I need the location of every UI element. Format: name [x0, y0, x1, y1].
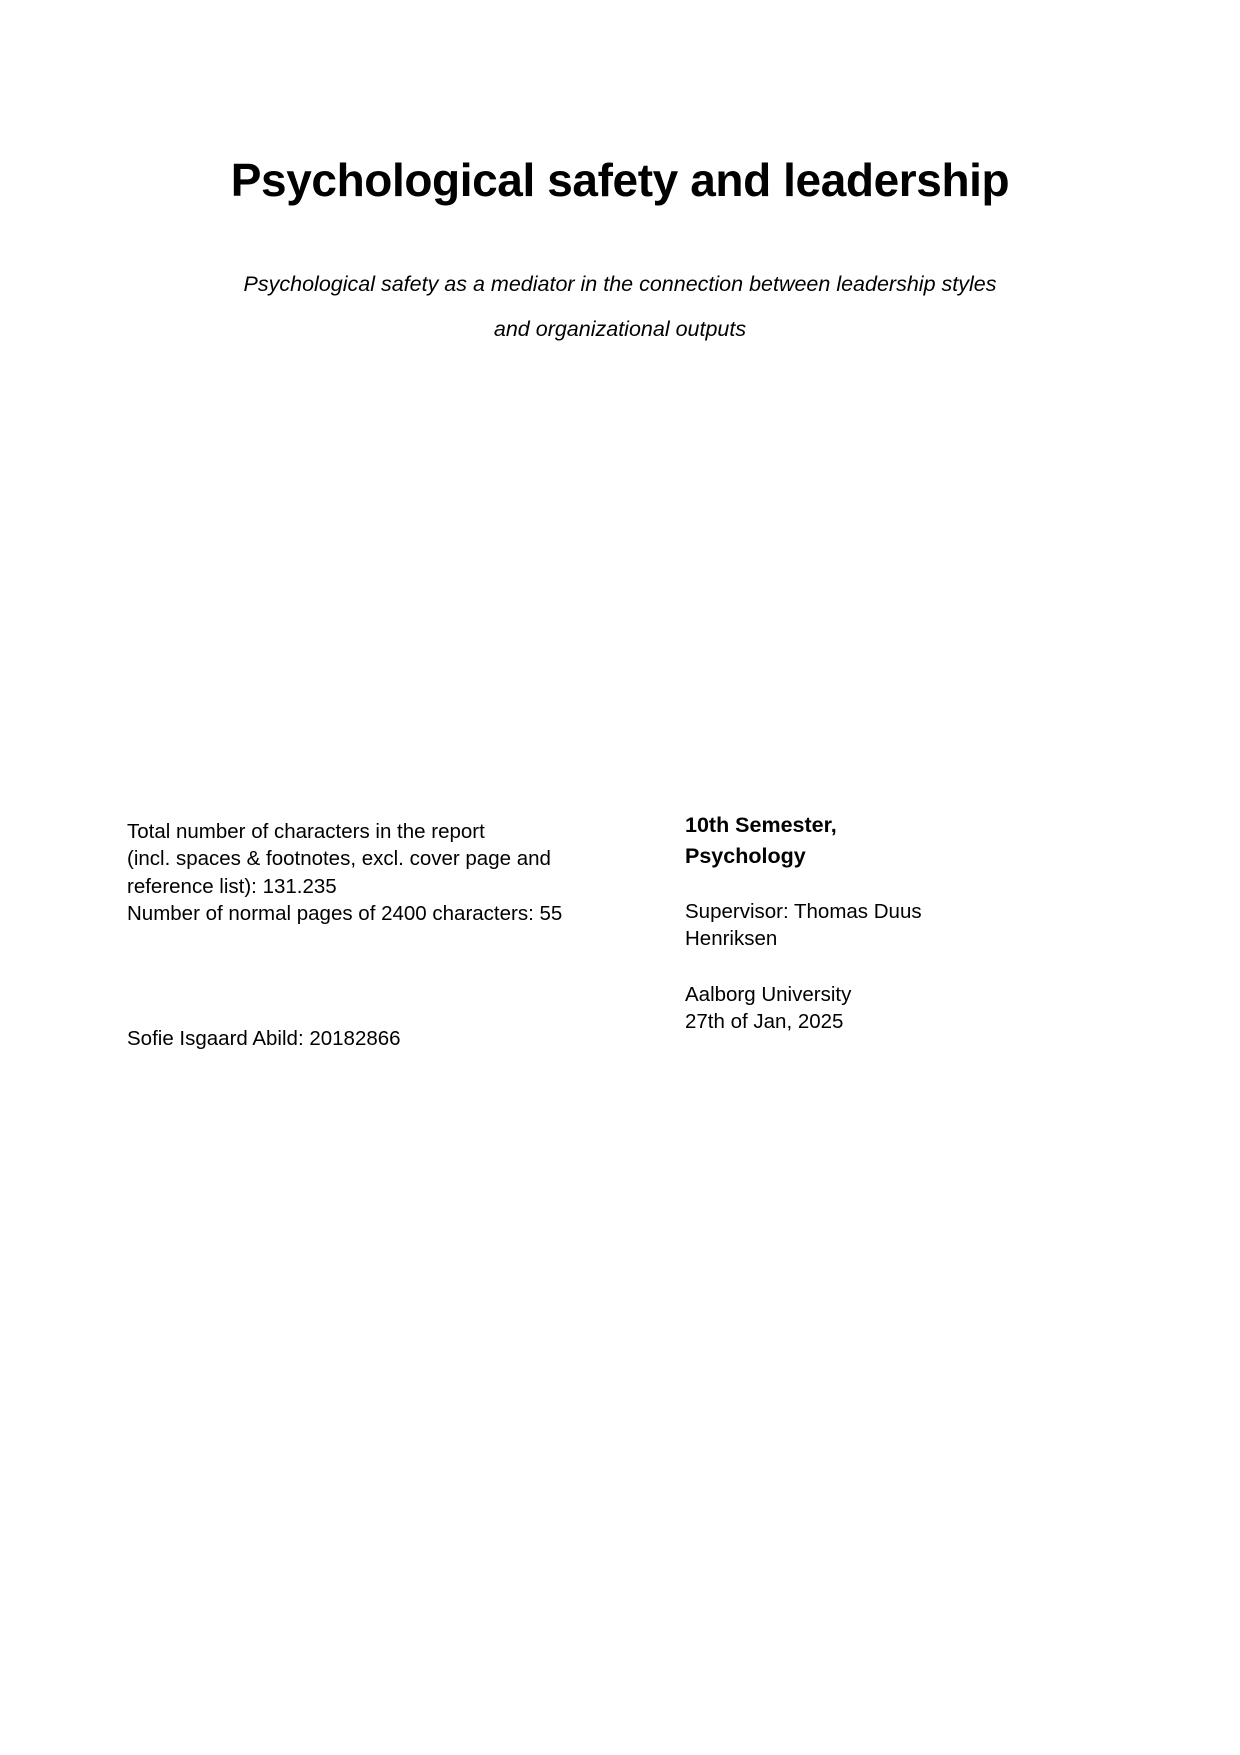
- institution-line: Aalborg University: [685, 982, 852, 1006]
- program-heading-line-2: Psychology: [685, 843, 806, 868]
- supervisor-line-2: Henriksen: [685, 927, 778, 951]
- program-heading-line-1: 10th Semester,: [685, 813, 837, 837]
- character-count-line-3: reference list): 131.235: [127, 874, 337, 898]
- title-block: [0, 155, 1240, 207]
- subtitle-block: [180, 262, 1060, 352]
- supervisor-group: [685, 898, 1115, 953]
- character-count-line-1: Total number of characters in the report: [127, 820, 485, 843]
- normal-pages-line: Number of normal pages of 2400 characters: 55: [127, 901, 563, 925]
- page-title: Psychological safety and leadership: [230, 154, 1010, 206]
- metadata-left-column: [127, 818, 657, 927]
- metadata-right-column: [685, 810, 1115, 1035]
- subtitle-line-1: Psychological safety as a mediator in the connection between leadership styles: [243, 272, 997, 296]
- metadata-section: [0, 810, 1240, 1110]
- supervisor-line-1: Supervisor: Thomas Duus: [685, 900, 922, 924]
- author-line: Sofie Isgaard Abild: 20182866: [127, 1027, 401, 1050]
- subtitle-line-2: and organizational outputs: [493, 317, 747, 342]
- institution-group: [685, 981, 1115, 1036]
- date-line: 27th of Jan, 2025: [685, 1009, 844, 1033]
- character-count-line-2: (incl. spaces & footnotes, excl. cover page and: [127, 847, 551, 871]
